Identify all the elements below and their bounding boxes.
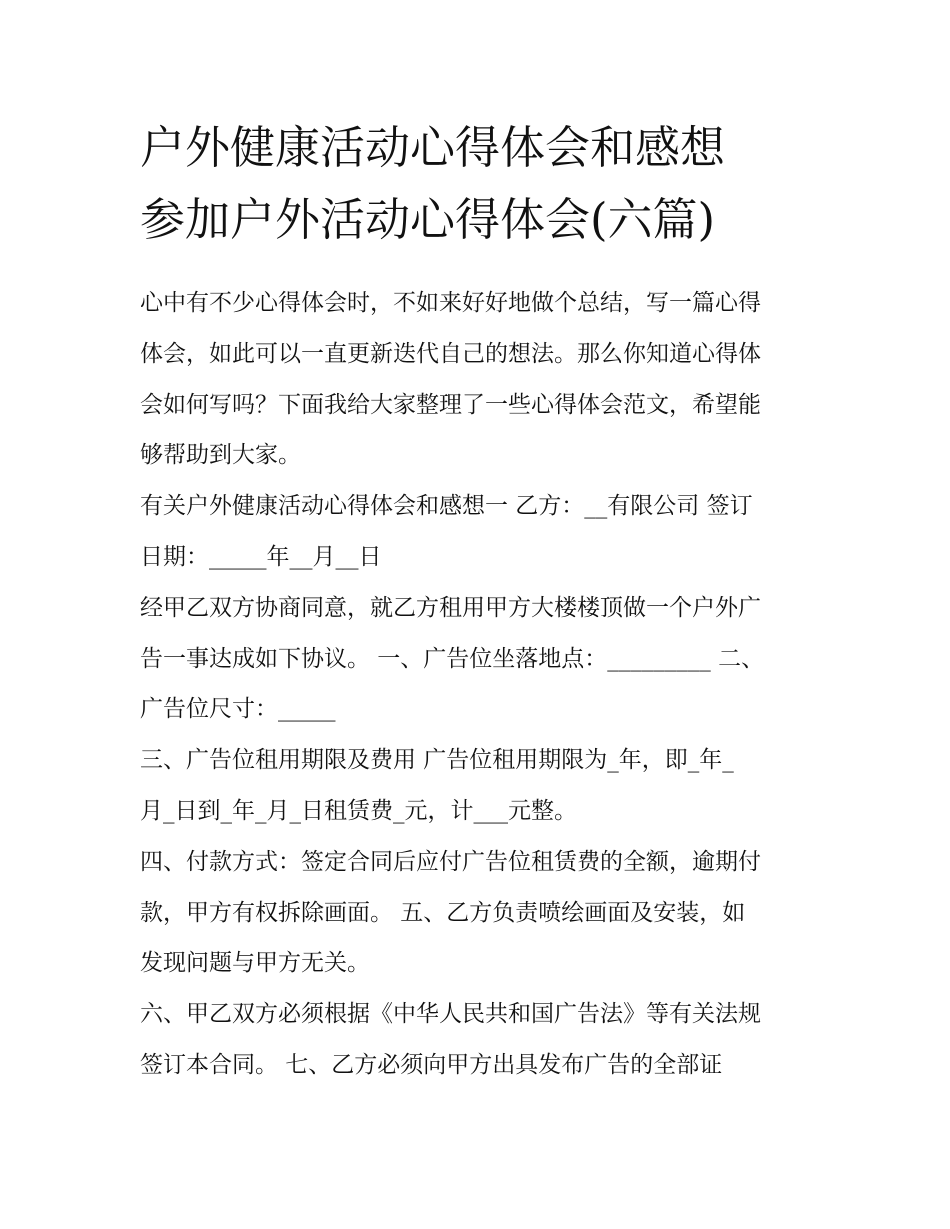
body-line: 够帮助到大家。 (140, 442, 301, 469)
body-line: 月_日到_年_月_日租赁费_元，计___元整。 (140, 797, 577, 824)
title-line: 户外健康活动心得体会和感想 (140, 121, 726, 174)
body-line: 告一事达成如下协议。 一、广告位坐落地点：_________ 二、 (140, 645, 765, 672)
body-line: 广告位尺寸：_____ (140, 696, 336, 723)
body-line: 体会，如此可以一直更新迭代自己的想法。那么你知道心得体 (140, 340, 761, 367)
document-body (140, 278, 820, 1091)
body-line: 会如何写吗？下面我给大家整理了一些心得体会范文，希望能 (140, 391, 761, 418)
body-line: 六、甲乙双方必须根据《中华人民共和国广告法》等有关法规 (140, 1001, 761, 1028)
body-line: 经甲乙双方协商同意，就乙方租用甲方大楼楼顶做一个户外广 (140, 594, 761, 621)
body-line: 有关户外健康活动心得体会和感想一 乙方：__有限公司 签订 (140, 493, 753, 520)
body-line: 款，甲方有权拆除画面。 五、乙方负责喷绘画面及安装，如 (140, 899, 746, 926)
body-line: 三、广告位租用期限及费用 广告位租用期限为_年，即_年_ (140, 747, 734, 774)
body-line: 日期：_____年__月__日 (140, 543, 382, 570)
body-line: 心中有不少心得体会时，不如来好好地做个总结，写一篇心得 (140, 290, 761, 316)
document-title (140, 112, 840, 256)
title-line: 参加户外活动心得体会(六篇) (140, 193, 716, 246)
body-line: 四、付款方式：签定合同后应付广告位租赁费的全额，逾期付 (140, 848, 761, 875)
body-line: 发现问题与甲方无关。 (140, 950, 370, 977)
body-line: 签订本合同。 七、乙方必须向甲方出具发布广告的全部证 (140, 1051, 723, 1078)
